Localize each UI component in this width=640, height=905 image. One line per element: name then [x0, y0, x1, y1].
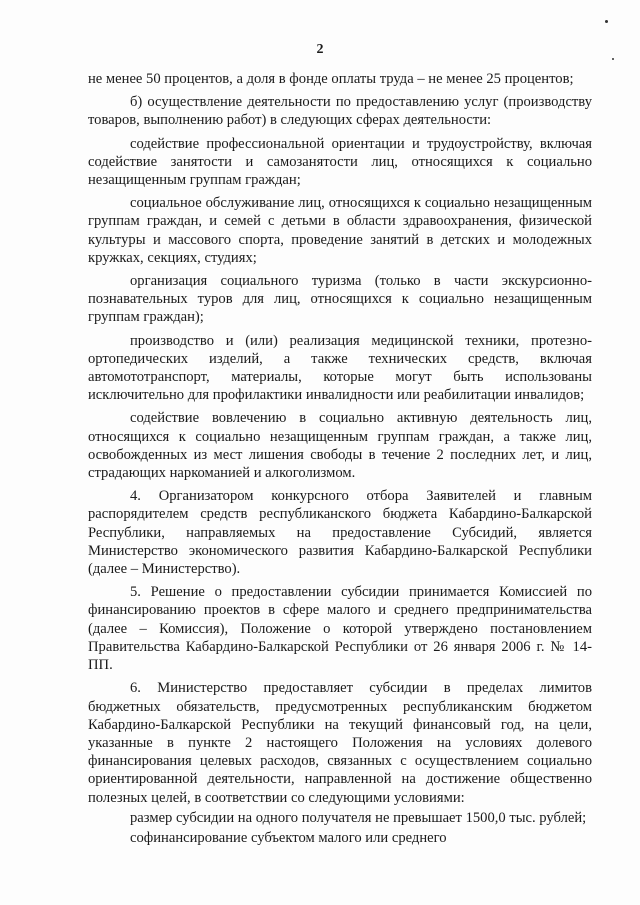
paragraph-activity-medical: производство и (или) реализация медицинской техники, протезно-ортопедических изделий, а также технических средств, включая автомототранспорт, материалы, которые могут быть использованы исключительно для профилактики инвалидности или реабилитации инвалидов;	[88, 332, 592, 404]
scan-speck	[605, 20, 608, 23]
paragraph-item-6: 6. Министерство предоставляет субсидии в пределах лимитов бюджетных обязательств, предусмотренных республиканским бюджетом Кабардино-Балкарской Республики на текущий финансовый год, на цели, указанные в пункте 2 настоящего Положения на условиях долевого финансирования целевых расходов, связанных с осуществлением социально ориентированной деятельности, направленной на достижение общественно полезных целей, в соответствии со следующими условиями:	[88, 680, 592, 806]
document-body	[88, 70, 592, 847]
paragraph-condition-cofinancing: софинансирование субъектом малого или среднего	[130, 829, 447, 846]
paragraph-item-4: 4. Организатором конкурсного отбора Заявителей и главным распорядителем средств республиканского бюджета Кабардино-Балкарской Республики, направляемых на предоставление Субсидий, является Министерство экономического развития Кабардино-Балкарской Республики (далее – Министерство).	[88, 488, 592, 578]
paragraph-activity-tourism: организация социального туризма (только в части экскурсионно-познавательных туров для лиц, относящихся к социально незащищенным группам граждан);	[88, 273, 592, 326]
paragraph-continuation: не менее 50 процентов, а доля в фонде оплаты труда – не менее 25 процентов;	[88, 71, 574, 87]
paragraph-item-5: 5. Решение о предоставлении субсидии принимается Комиссией по финансированию проектов в сфере малого и среднего предпринимательства (далее – Комиссия), Положение о которой утверждено постановлением Правительства Кабардино-Балкарской Республики от 26 января 2006 г. № 14-ПП.	[88, 584, 592, 674]
paragraph-activity-social-service: социальное обслуживание лиц, относящихся к социально незащищенным группам граждан, и семей с детьми в области здравоохранения, физической культуры и массового спорта, проведение занятий в детских и молодежных кружках, секциях, студиях;	[88, 195, 592, 266]
scan-speck	[612, 58, 614, 60]
paragraph-activity-involvement: содействие вовлечению в социально активную деятельность лиц, относящихся к социально незащищенным группам граждан, а также лиц, освобожденных из мест лишения свободы в течение 2 последних лет, и лиц, страдающих наркоманией и алкоголизмом.	[88, 410, 592, 482]
paragraph-item-b: б) осуществление деятельности по предоставлению услуг (производству товаров, выполнению работ) в следующих сферах деятельности:	[88, 94, 592, 129]
paragraph-condition-amount: размер субсидии на одного получателя не превышает 1500,0 тыс. рублей;	[130, 809, 587, 826]
paragraph-activity-employment: содействие профессиональной ориентации и трудоустройству, включая содействие занятости и самозанятости лиц, относящихся к социально незащищенным группам граждан;	[88, 135, 592, 189]
page-number: 2	[316, 42, 324, 57]
